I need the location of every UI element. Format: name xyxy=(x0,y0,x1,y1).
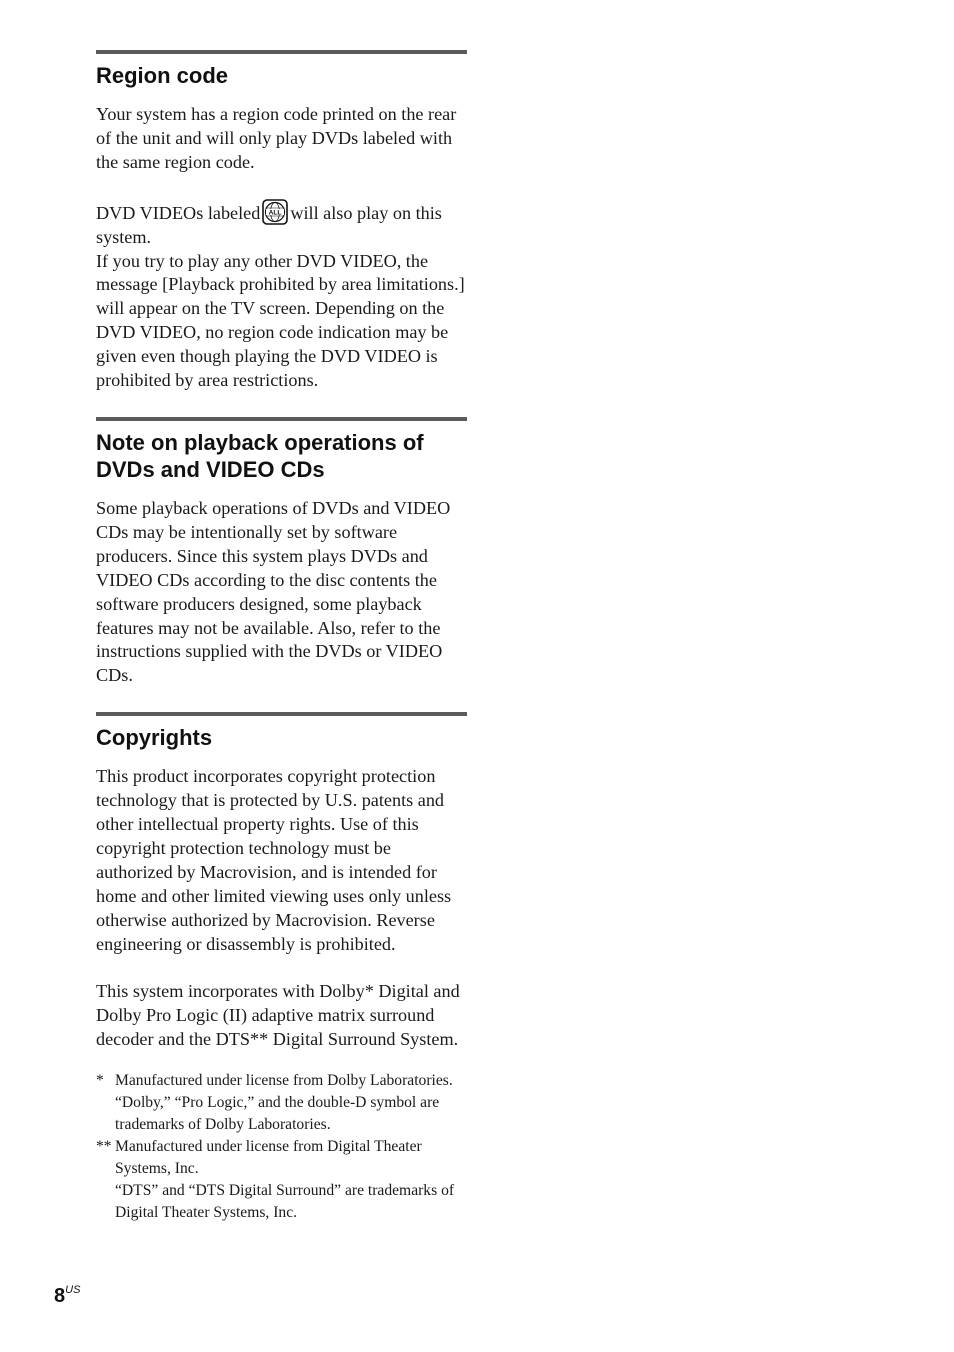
footnote-line: Manufactured under license from Dolby Laboratories. xyxy=(115,1072,453,1090)
page-number-suffix: US xyxy=(65,1284,81,1296)
copyrights-paragraph-2: This system incorporates with Dolby* Digital and Dolby Pro Logic (II) adaptive matrix surround decoder and the DTS** Digital Surround System. xyxy=(96,981,460,1050)
footnote-item xyxy=(96,1070,467,1136)
section-divider xyxy=(96,417,467,421)
svg-text:ALL: ALL xyxy=(268,209,282,217)
region-text-after-logo: will also play on this system. xyxy=(96,202,442,247)
page-number-value: 8 xyxy=(54,1285,66,1307)
footnotes xyxy=(96,1070,467,1224)
heading-region-code: Region code xyxy=(96,63,229,88)
footnote-item xyxy=(96,1136,467,1224)
region-text-before-logo: DVD VIDEOs labeled xyxy=(96,202,261,223)
page-content xyxy=(96,50,467,1246)
footnote-body xyxy=(115,1136,467,1224)
section-copyrights xyxy=(96,712,467,1224)
section-region-code xyxy=(96,50,467,393)
footnote-line: “Dolby,” “Pro Logic,” and the double-D symbol are trademarks of Dolby Laboratories. xyxy=(115,1094,440,1134)
heading-copyrights: Copyrights xyxy=(96,725,213,751)
region-paragraph-3: If you try to play any other DVD VIDEO, the message [Playback prohibited by area limitations.] will appear on the TV screen. Depending on the DVD VIDEO, no region code indication may be given even though playing the DVD VIDEO is prohibited by area restrictions. xyxy=(96,250,465,391)
region-all-logo-icon xyxy=(262,199,288,225)
copyrights-paragraph-1: This product incorporates copyright protection technology that is protected by U.S. patents and other intellectual property rights. Use of this copyright protection technology must be authorized by Macrovision, and is intended for home and other limited viewing uses only unless otherwise authorized by Macrovision. Reverse engineering or disassembly is prohibited. xyxy=(96,766,452,954)
section-note-playback xyxy=(96,417,467,688)
page-number xyxy=(54,1284,80,1308)
region-paragraph-1: Your system has a region code printed on the rear of the unit and will only play DVDs labeled with the same region code. xyxy=(96,104,457,172)
footnote-line: Manufactured under license from Digital Theater Systems, Inc. xyxy=(115,1138,422,1178)
section-divider xyxy=(96,50,467,54)
region-paragraph-2 xyxy=(96,199,467,250)
note-paragraph-1: Some playback operations of DVDs and VIDEO CDs may be intentionally set by software producers. Since this system plays DVDs and VIDEO CDs according to the disc contents the software producers designed, some playback features may not be available. Also, refer to the instructions supplied with the DVDs or VIDEO CDs. xyxy=(96,497,451,686)
footnote-mark: ** xyxy=(96,1138,112,1156)
heading-note-playback: Note on playback operations of DVDs and VIDEO CDs xyxy=(96,429,424,482)
footnote-mark: * xyxy=(96,1072,104,1090)
footnote-body xyxy=(115,1070,467,1136)
footnote-line: “DTS” and “DTS Digital Surround” are trademarks of Digital Theater Systems, Inc. xyxy=(115,1182,455,1222)
section-divider xyxy=(96,712,467,716)
